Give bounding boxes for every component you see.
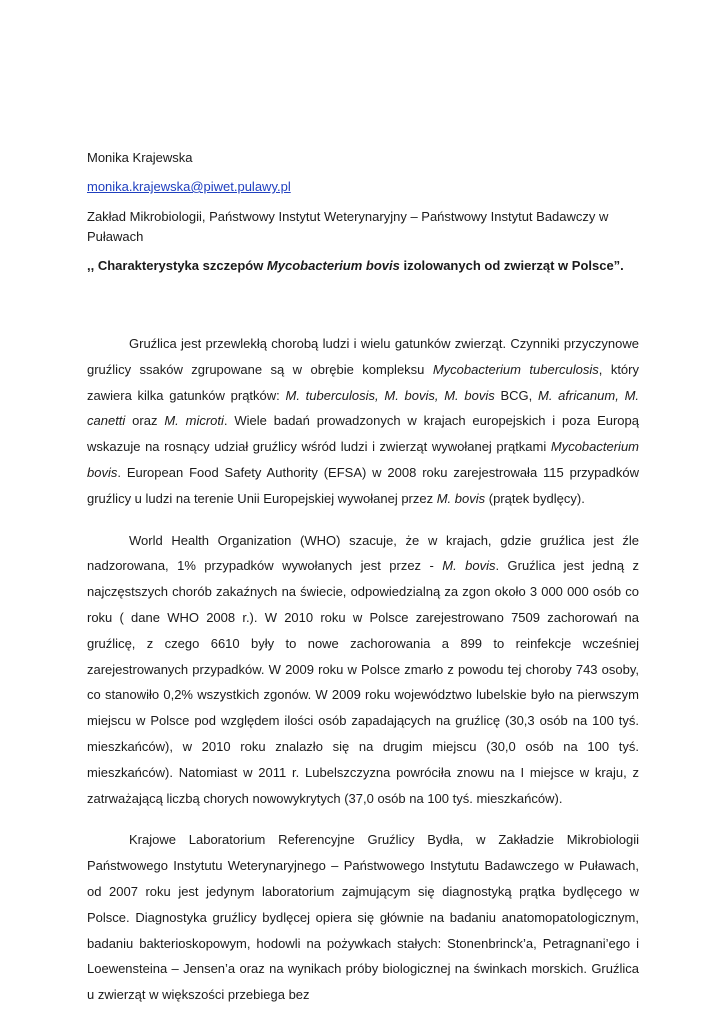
- paragraph-2: [87, 528, 639, 812]
- document-page: [87, 148, 639, 1024]
- text-run: BCG,: [494, 387, 538, 403]
- affiliation: Zakład Mikrobiologii, Państwowy Instytut Weterynaryjny – Państwowy Instytut Badawczy w Puławach: [87, 209, 609, 244]
- italic-term: M. africanum, M. canetti: [87, 387, 640, 429]
- text-run: World Health Organization (WHO) szacuje, że w krajach, gdzie gruźlica jest źle nadzorowana, 1% przypadków wywołanych jest przez -: [87, 532, 639, 574]
- author-name: Monika Krajewska: [87, 150, 193, 165]
- paragraph-3: [87, 827, 639, 1008]
- italic-term: Mycobacterium bovis: [87, 439, 639, 480]
- italic-term: M. bovis: [442, 558, 496, 574]
- text-run: . European Food Safety Authority (EFSA) w 2008 roku zarejestrowała 115 przypadków gruźlicy u ludzi na terenie Unii Europejskiej wywołanej przez: [87, 464, 639, 506]
- text-run: , który zawiera kilka gatunków prątków:: [87, 361, 639, 403]
- text-run: . Gruźlica jest jedną z najczęstszych chorób zakaźnych na świecie, odpowiedzialną za zgon około 3 000 000 osób co roku ( dane WHO 2008 r.). W 2010 roku w Polsce zarejestrowano 7509 zachorowań na gruźlicę, z czego 6610 były to nowe zachorowania a 899 to reinfekcje wcześniej zarejestrowanych przypadków. W 2009 roku w Polsce zmarło z powodu tej choroby 743 osoby, co stanowiło 0,2% wszystkich zgonów. W 2009 roku województwo lubelskie było na pierwszym miejscu w Polsce pod względem ilości osób zapadających na gruźlicę (30,3 osób na 100 tyś. mieszkańców), w 2010 roku znalazło się na drugim miejscu (30,0 osób na 100 tyś. mieszkańców). Natomiast w 2011 r. Lubelszczyzna powróciła znowu na I miejsce w kraju, z zatrważającą liczbą chorych nowowykrytych (37,0 osób na 100 tyś. mieszkańców).: [87, 558, 639, 806]
- text-run: Gruźlica jest przewlekłą chorobą ludzi i wielu gatunków zwierząt. Czynniki przyczynowe gruźlicy ssaków zgrupowane są w obrębie kompleksu: [87, 336, 639, 377]
- text-run: (prątek bydlęcy).: [485, 490, 585, 506]
- paragraph-1: [87, 331, 639, 512]
- author-email-link[interactable]: monika.krajewska@piwet.pulawy.pl: [87, 179, 291, 194]
- text-run: . Wiele badań prowadzonych w krajach europejskich i poza Europą wskazuje na rosnący udział gruźlicy wśród ludzi i zwierząt wywołanej prątkami: [87, 413, 639, 455]
- text-run: Krajowe Laboratorium Referencyjne Gruźlicy Bydła, w Zakładzie Mikrobiologii Państwowego Instytutu Weterynaryjnego – Państwowego Instytutu Badawczego w Puławach, od 2007 roku jest jedynym laboratorium zajmującym się diagnostyką prątka bydlęcego w Polsce. Diagnostyka gruźlicy bydlęcej opiera się głównie na badaniu anatomopatologicznym, badaniu bakterioskopowym, hodowli na pożywkach stałych: Stonenbrinck’a, Petragnani’ego i Loewensteina – Jensen’a oraz na wynikach próby biologicznej na świnkach morskich. Gruźlica u zwierząt w większości przebiega bez: [87, 832, 639, 1003]
- paper-title: [87, 256, 639, 276]
- title-species: Mycobacterium bovis: [266, 258, 400, 273]
- italic-term: M. microti: [164, 413, 224, 429]
- italic-term: M. tuberculosis, M. bovis, M. bovis: [285, 387, 495, 403]
- title-suffix: izolowanych od zwierząt w Polsce”.: [399, 258, 624, 273]
- body-text: [87, 331, 639, 1008]
- italic-term: M. bovis: [436, 490, 486, 506]
- title-prefix: ,, Charakterystyka szczepów: [87, 258, 267, 273]
- text-run: oraz: [125, 413, 165, 429]
- italic-term: Mycobacterium tuberculosis: [432, 361, 599, 377]
